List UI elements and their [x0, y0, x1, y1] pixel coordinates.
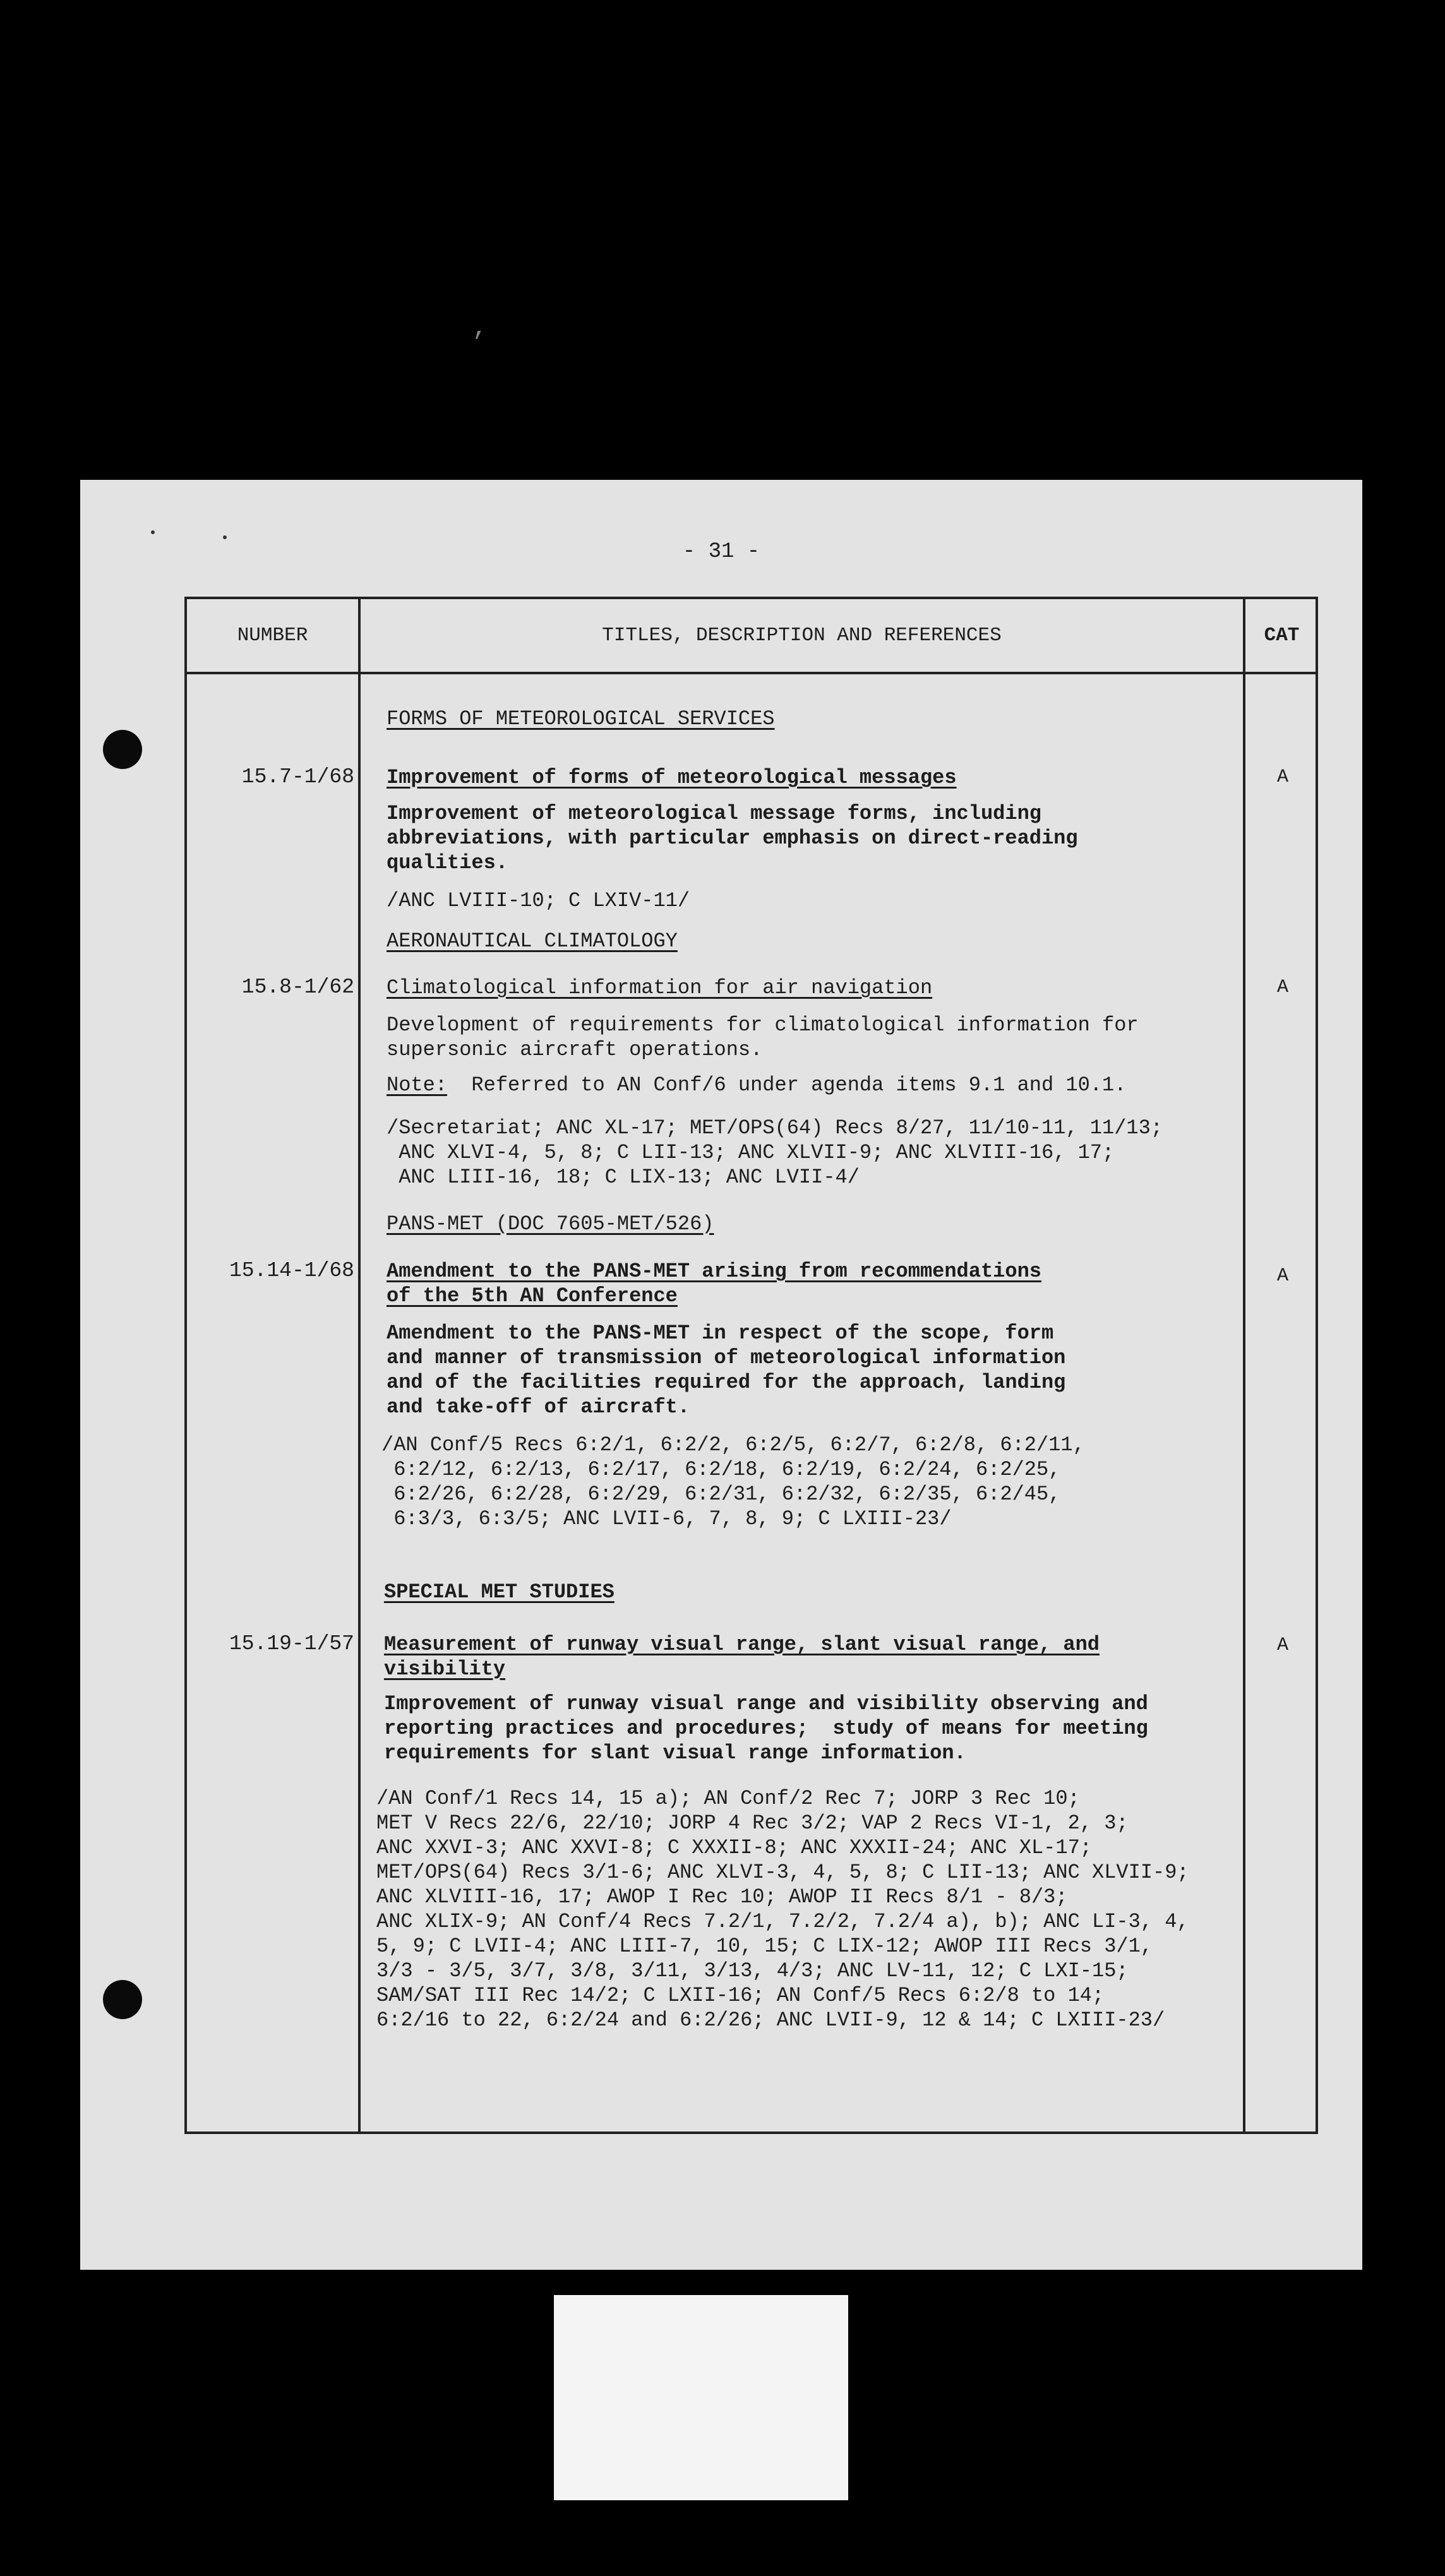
item-number: 15.8-1/62 [241, 975, 354, 999]
document-page [80, 480, 1362, 2270]
blank-card [554, 2295, 848, 2500]
item-number: 15.19-1/57 [229, 1632, 354, 1655]
item-references: ANC XLVI-4, 5, 8; C LII-13; ANC XLVII-9; ANC XLVIII-16, 17; [387, 1141, 1115, 1164]
item-title: Climatological information for air navigation [387, 976, 933, 999]
item-title: Amendment to the PANS-MET arising from recommendations [387, 1260, 1041, 1283]
page-number: - 31 - [682, 540, 760, 564]
punch-hole-top [103, 730, 142, 769]
item-category: A [1276, 977, 1288, 998]
item-references: MET V Recs 22/6, 22/10; JORP 4 Rec 3/2; VAP 2 Recs VI-1, 2, 3; [376, 1811, 1129, 1835]
item-description: supersonic aircraft operations. [387, 1038, 763, 1061]
item-references: /ANC LVIII-10; C LXIV-11/ [387, 889, 690, 912]
item-description: Improvement of runway visual range and visibility observing and [384, 1692, 1148, 1715]
section-heading: AERONAUTICAL CLIMATOLOGY [387, 929, 678, 953]
punch-hole-bottom [103, 1980, 142, 2019]
item-references: 6:2/12, 6:2/13, 6:2/17, 6:2/18, 6:2/19, 6:2/24, 6:2/25, [381, 1458, 1061, 1481]
scan-mark [151, 530, 155, 534]
item-description: reporting practices and procedures; study of means for meeting [384, 1717, 1148, 1740]
item-references: 3/3 - 3/5, 3/7, 3/8, 3/11, 3/13, 4/3; ANC LV-11, 12; C LXI-15; [376, 1959, 1129, 1983]
item-description: and manner of transmission of meteorological information [387, 1346, 1066, 1369]
item-description: qualities. [387, 851, 508, 874]
item-description: and of the facilities required for the approach, landing [387, 1371, 1066, 1394]
item-category: A [1276, 1635, 1288, 1656]
item-references: /Secretariat; ANC XL-17; MET/OPS(64) Recs 8/27, 11/10-11, 11/13; [387, 1116, 1163, 1140]
column-divider [1243, 599, 1245, 2132]
item-category: A [1276, 1265, 1288, 1287]
note-text: Referred to AN Conf/6 under agenda items 9.1 and 10.1. [447, 1073, 1127, 1097]
item-references: 5, 9; C LVII-4; ANC LIII-7, 10, 15; C LIX-12; AWOP III Recs 3/1, [376, 1935, 1153, 1958]
column-divider [358, 599, 361, 2132]
item-references: ANC XLIX-9; AN Conf/4 Recs 7.2/1, 7.2/2, 7.2/4 a), b); ANC LI-3, 4, [376, 1910, 1189, 1933]
item-description: requirements for slant visual range information. [384, 1741, 966, 1765]
scan-mark [223, 535, 227, 539]
item-references: 6:2/16 to 22, 6:2/24 and 6:2/26; ANC LVII-9, 12 & 14; C LXIII-23/ [376, 2008, 1165, 2032]
item-description: Amendment to the PANS-MET in respect of the scope, form [387, 1321, 1054, 1345]
item-number: 15.14-1/68 [229, 1259, 354, 1282]
item-title: Measurement of runway visual range, slant visual range, and [384, 1633, 1100, 1656]
scan-speck: , [472, 314, 488, 343]
records-table [184, 597, 1318, 2134]
item-references: /AN Conf/1 Recs 14, 15 a); AN Conf/2 Rec 7; JORP 3 Rec 10; [376, 1787, 1080, 1810]
item-references: /AN Conf/5 Recs 6:2/1, 6:2/2, 6:2/5, 6:2/7, 6:2/8, 6:2/11, [381, 1433, 1085, 1457]
item-description: abbreviations, with particular emphasis on direct-reading [387, 826, 1078, 850]
item-title: Improvement of forms of meteorological messages [387, 766, 957, 789]
item-number: 15.7-1/68 [241, 765, 354, 789]
item-references: ANC LIII-16, 18; C LIX-13; ANC LVII-4/ [387, 1166, 860, 1189]
item-references: 6:2/26, 6:2/28, 6:2/29, 6:2/31, 6:2/32, 6:2/35, 6:2/45, [381, 1482, 1061, 1506]
header-cat: CAT [1264, 624, 1300, 647]
item-title: of the 5th AN Conference [387, 1284, 678, 1308]
note-label: Note: [387, 1073, 448, 1097]
header-number: NUMBER [237, 624, 308, 647]
section-heading: FORMS OF METEOROLOGICAL SERVICES [387, 707, 775, 730]
header-divider [187, 672, 1316, 674]
header-titles: TITLES, DESCRIPTION AND REFERENCES [602, 624, 1002, 647]
item-references: ANC XLVIII-16, 17; AWOP I Rec 10; AWOP II Recs 8/1 - 8/3; [376, 1885, 1068, 1909]
section-heading: SPECIAL MET STUDIES [384, 1580, 615, 1604]
item-note [387, 1073, 1126, 1097]
item-description: and take-off of aircraft. [387, 1395, 690, 1419]
item-title: visibility [384, 1657, 506, 1681]
item-references: 6:3/3, 6:3/5; ANC LVII-6, 7, 8, 9; C LXIII-23/ [381, 1507, 952, 1530]
section-heading: PANS-MET (DOC 7605-MET/526) [387, 1212, 714, 1236]
item-category: A [1276, 766, 1288, 788]
item-references: SAM/SAT III Rec 14/2; C LXII-16; AN Conf/5 Recs 6:2/8 to 14; [376, 1984, 1105, 2007]
item-description: Development of requirements for climatological information for [387, 1013, 1139, 1037]
item-references: ANC XXVI-3; ANC XXVI-8; C XXXII-8; ANC XXXII-24; ANC XL-17; [376, 1836, 1092, 1859]
item-description: Improvement of meteorological message forms, including [387, 802, 1041, 825]
item-references: MET/OPS(64) Recs 3/1-6; ANC XLVI-3, 4, 5, 8; C LII-13; ANC XLVII-9; [376, 1861, 1189, 1884]
